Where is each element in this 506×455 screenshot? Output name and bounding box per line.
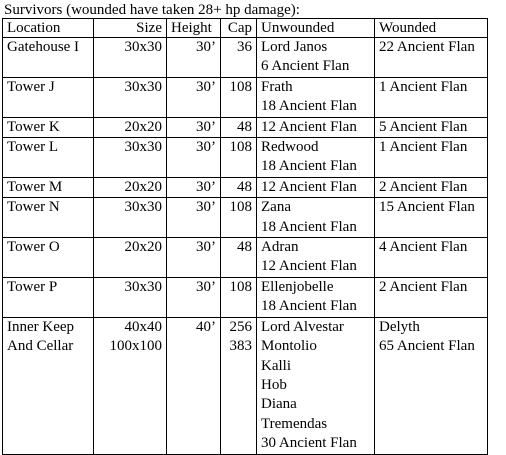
cell-location-line: And Cellar (7, 338, 74, 355)
cell-size-line: 30x30 (124, 199, 162, 216)
table-row (3, 198, 488, 238)
cell-cap (221, 138, 257, 178)
cell-location (3, 177, 94, 197)
cell-wounded (375, 177, 488, 197)
cell-location-line: Tower N (7, 199, 60, 216)
header-height: Height (167, 19, 221, 38)
cell-unwounded-line: Kalli (261, 357, 291, 374)
cell-location (3, 38, 94, 78)
cell-location-line: Tower L (7, 139, 59, 156)
cell-unwounded-line: Ellenjobelle (261, 278, 334, 295)
cell-location-line: Tower J (7, 78, 55, 95)
cell-wounded (375, 238, 488, 278)
cell-unwounded-line: Frath (261, 78, 293, 95)
cell-unwounded-line: Zana (261, 199, 291, 216)
cell-wounded-line: 2 Ancient Flan (379, 278, 468, 295)
cell-size (94, 77, 167, 117)
cell-height: 30’ (167, 138, 221, 178)
cell-size (94, 238, 167, 278)
cell-unwounded-line: 6 Ancient Flan (261, 58, 350, 75)
cell-wounded-line: 4 Ancient Flan (379, 239, 468, 256)
cell-cap-line: 48 (237, 118, 252, 135)
table-row (3, 77, 488, 117)
cell-unwounded-line: Montolio (261, 338, 317, 355)
cell-location-line: Tower M (7, 178, 63, 195)
cell-wounded-line: 5 Ancient Flan (379, 118, 468, 135)
cell-height: 40’ (167, 317, 221, 454)
cell-size (94, 317, 167, 454)
cell-wounded (375, 317, 488, 454)
cell-unwounded (257, 117, 375, 137)
cell-wounded-line: 2 Ancient Flan (379, 178, 468, 195)
survivors-table (2, 18, 488, 455)
cell-unwounded-line: Lord Janos (261, 39, 328, 55)
cell-height: 30’ (167, 38, 221, 78)
cell-cap (221, 77, 257, 117)
cell-cap (221, 238, 257, 278)
cell-cap (221, 38, 257, 78)
table-caption: Survivors (wounded have taken 28+ hp damage): (4, 2, 300, 18)
cell-size-line: 30x30 (124, 139, 162, 156)
cell-unwounded (257, 77, 375, 117)
cell-cap (221, 117, 257, 137)
cell-cap-line: 256 (229, 318, 252, 335)
cell-location-line: Inner Keep (7, 318, 75, 335)
table-row (3, 138, 488, 178)
header-location: Location (3, 19, 94, 38)
cell-wounded-line: 15 Ancient Flan (379, 199, 475, 216)
cell-location (3, 117, 94, 137)
cell-cap-line: 36 (237, 39, 252, 55)
table-row (3, 177, 488, 197)
cell-cap-line: 48 (237, 239, 252, 256)
cell-unwounded (257, 177, 375, 197)
cell-size-line: 20x20 (124, 178, 162, 195)
cell-unwounded-line: Redwood (261, 139, 319, 156)
cell-unwounded (257, 198, 375, 238)
cell-unwounded-line: Hob (261, 376, 287, 393)
cell-height: 30’ (167, 277, 221, 317)
cell-cap (221, 277, 257, 317)
cell-wounded (375, 77, 488, 117)
cell-wounded-line: 1 Ancient Flan (379, 78, 468, 95)
cell-size-line: 20x20 (124, 239, 162, 256)
cell-location (3, 198, 94, 238)
cell-size-line: 100x100 (109, 338, 162, 355)
cell-size-line: 40x40 (124, 318, 162, 335)
cell-size-line: 30x30 (124, 39, 162, 55)
cell-wounded (375, 117, 488, 137)
cell-height: 30’ (167, 77, 221, 117)
cell-unwounded-line: 12 Ancient Flan (261, 118, 357, 135)
cell-location (3, 277, 94, 317)
cell-size (94, 177, 167, 197)
cell-unwounded (257, 277, 375, 317)
cell-unwounded-line: 18 Ancient Flan (261, 218, 357, 235)
header-size: Size (94, 19, 167, 38)
cell-wounded-line: 1 Ancient Flan (379, 139, 468, 156)
cell-unwounded-line: 30 Ancient Flan (261, 435, 357, 452)
cell-location-line: Gatehouse I (7, 39, 80, 55)
cell-wounded-line: 65 Ancient Flan (379, 338, 475, 355)
cell-unwounded-line: 18 Ancient Flan (261, 298, 357, 315)
cell-cap-line: 108 (229, 199, 252, 216)
cell-wounded-line: 22 Ancient Flan (379, 39, 475, 55)
cell-unwounded-line: Lord Alvestar (261, 318, 344, 335)
cell-height: 30’ (167, 238, 221, 278)
cell-height: 30’ (167, 198, 221, 238)
cell-size (94, 198, 167, 238)
cell-cap-line: 383 (229, 338, 252, 355)
cell-unwounded-line: 12 Ancient Flan (261, 258, 357, 275)
cell-unwounded-line: 18 Ancient Flan (261, 98, 357, 115)
cell-wounded (375, 198, 488, 238)
header-unwounded: Unwounded (257, 19, 375, 38)
cell-unwounded (257, 317, 375, 454)
cell-size (94, 38, 167, 78)
table-row (3, 317, 488, 454)
cell-cap-line: 108 (229, 278, 252, 295)
table-row (3, 117, 488, 137)
cell-unwounded (257, 138, 375, 178)
cell-cap (221, 198, 257, 238)
cell-location (3, 238, 94, 278)
table-row (3, 277, 488, 317)
cell-wounded (375, 138, 488, 178)
cell-unwounded-line: Adran (261, 239, 299, 256)
cell-cap (221, 317, 257, 454)
cell-unwounded-line: Tremendas (261, 415, 328, 432)
cell-location (3, 77, 94, 117)
cell-wounded-line: Delyth (379, 318, 420, 335)
cell-unwounded-line: 12 Ancient Flan (261, 178, 357, 195)
header-wounded: Wounded (375, 19, 488, 38)
cell-size-line: 20x20 (124, 118, 162, 135)
cell-location (3, 138, 94, 178)
cell-size-line: 30x30 (124, 278, 162, 295)
cell-location-line: Tower K (7, 118, 60, 135)
table-row (3, 238, 488, 278)
cell-location-line: Tower O (7, 239, 60, 256)
cell-size (94, 277, 167, 317)
cell-cap-line: 108 (229, 139, 252, 156)
cell-location (3, 317, 94, 454)
cell-unwounded-line: 18 Ancient Flan (261, 158, 357, 175)
cell-cap (221, 177, 257, 197)
cell-cap-line: 108 (229, 78, 252, 95)
cell-location-line: Tower P (7, 278, 58, 295)
cell-size-line: 30x30 (124, 78, 162, 95)
cell-wounded (375, 277, 488, 317)
table-row (3, 38, 488, 78)
cell-size (94, 138, 167, 178)
header-row (3, 19, 488, 38)
cell-height: 30’ (167, 117, 221, 137)
cell-height: 30’ (167, 177, 221, 197)
cell-wounded (375, 38, 488, 78)
cell-cap-line: 48 (237, 178, 252, 195)
cell-size (94, 117, 167, 137)
header-cap: Cap (221, 19, 257, 38)
cell-unwounded-line: Diana (261, 396, 297, 413)
cell-unwounded (257, 238, 375, 278)
cell-unwounded (257, 38, 375, 78)
